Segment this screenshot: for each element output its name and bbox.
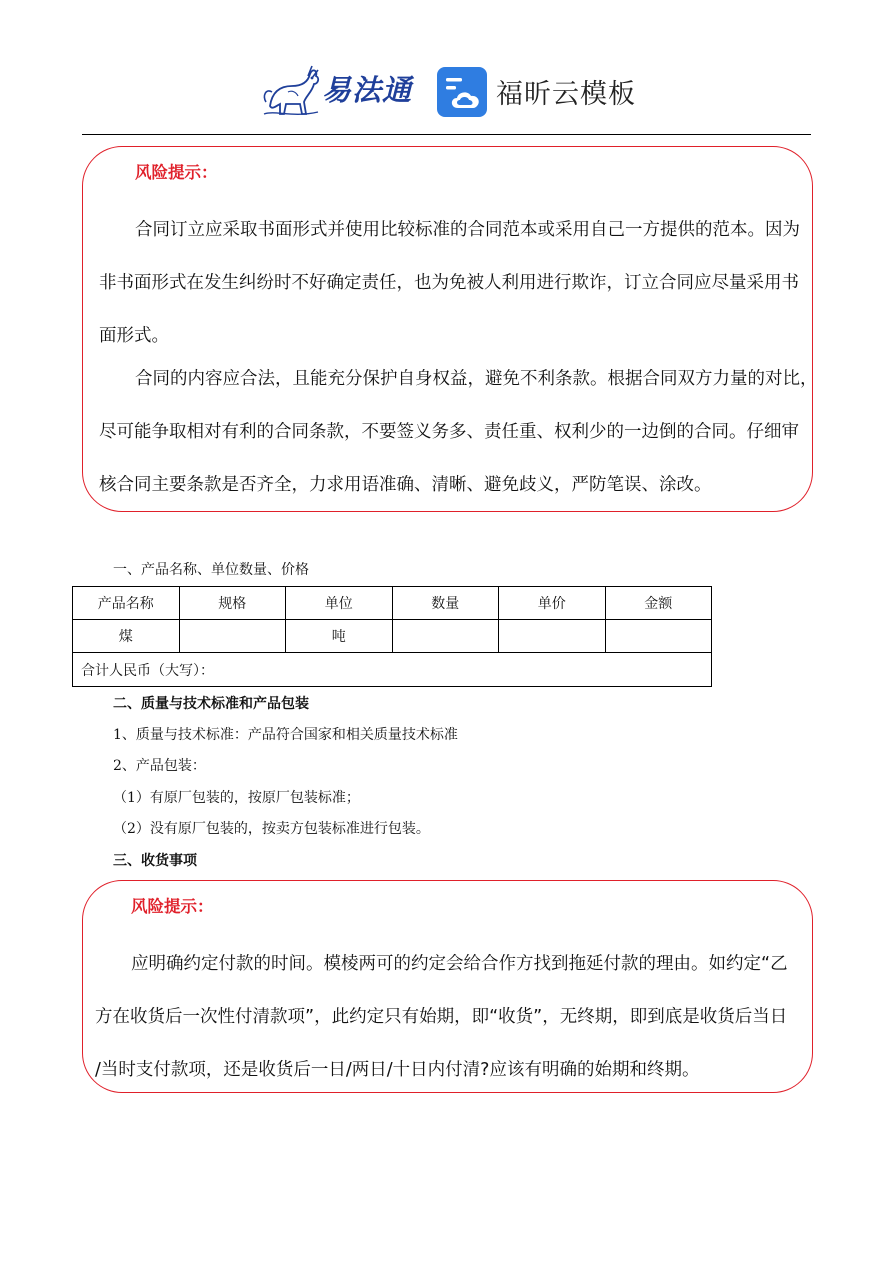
table-cell: 吨 [286, 620, 393, 653]
product-table [72, 586, 712, 687]
table-total-row [73, 653, 712, 687]
list-item: 1、质量与技术标准：产品符合国家和相关质量技术标准 [113, 727, 458, 743]
paragraph-line: 面形式。 [99, 326, 169, 346]
table-header-cell: 规格 [179, 587, 286, 620]
risk-notice-paragraph-2 [99, 353, 818, 512]
table-header-cell: 金额 [605, 587, 712, 620]
list-item: 2、产品包装： [113, 758, 206, 774]
paragraph-line: 合同的内容应合法，且能充分保护自身权益，避免不利条款。根据合同双方力量的对比， [135, 369, 818, 389]
risk-notice-box-2 [82, 880, 813, 1093]
brand-name-left: 易法通 [322, 73, 413, 107]
list-item: （1）有原厂包装的，按原厂包装标准； [113, 790, 360, 806]
paragraph-line: 核合同主要条款是否齐全，力求用语准确、清晰、避免歧义，严防笔误、涂改。 [99, 475, 712, 495]
brand-name-right: 福昕云模板 [496, 79, 636, 110]
table-header-cell: 单位 [286, 587, 393, 620]
paragraph-line: 方在收货后一次性付清款项”，此约定只有始期，即“收货”，无终期，即到底是收货后当日 [95, 1007, 788, 1027]
risk-notice-paragraph-1 [99, 204, 799, 363]
paragraph-line: 非书面形式在发生纠纷时不好确定责任，也为免被人利用进行欺诈，订立合同应尽量采用书 [99, 273, 799, 293]
table-cell: 煤 [73, 620, 180, 653]
table-header-cell: 单价 [499, 587, 606, 620]
risk-notice-title: 风险提示： [131, 897, 214, 916]
table-header-cell: 数量 [392, 587, 499, 620]
section-3-heading: 三、收货事项 [113, 853, 197, 869]
paragraph-line: 合同订立应采取书面形式并使用比较标准的合同范本或采用自己一方提供的范本。因为 [135, 220, 800, 240]
table-cell [179, 620, 286, 653]
list-item: （2）没有原厂包装的，按卖方包装标准进行包装。 [113, 821, 430, 837]
section-1-heading: 一、产品名称、单位数量、价格 [113, 562, 309, 578]
table-cell [499, 620, 606, 653]
table-header-row [73, 587, 712, 620]
qilin-logo-icon [262, 62, 322, 118]
section-2-heading: 二、质量与技术标准和产品包装 [113, 696, 309, 712]
page-header [0, 52, 893, 124]
table-row [73, 620, 712, 653]
risk-notice-box-1 [82, 146, 818, 512]
table-cell [392, 620, 499, 653]
paragraph-line: 尽可能争取相对有利的合同条款，不要签义务多、责任重、权利少的一边倒的合同。仔细审 [99, 422, 799, 442]
table-cell [605, 620, 712, 653]
risk-notice-title: 风险提示： [135, 163, 218, 182]
header-divider [82, 134, 811, 135]
foxit-cloud-doc-icon [436, 66, 488, 118]
table-header-cell: 产品名称 [73, 587, 180, 620]
paragraph-line: /当时支付款项，还是收货后一日/两日/十日内付清?应该有明确的始期和终期。 [95, 1060, 700, 1080]
risk-notice-paragraph-1 [95, 938, 805, 1097]
total-amount-label: 合计人民币（大写）： [73, 653, 712, 687]
paragraph-line: 应明确约定付款的时间。模棱两可的约定会给合作方找到拖延付款的理由。如约定“乙 [131, 954, 788, 974]
